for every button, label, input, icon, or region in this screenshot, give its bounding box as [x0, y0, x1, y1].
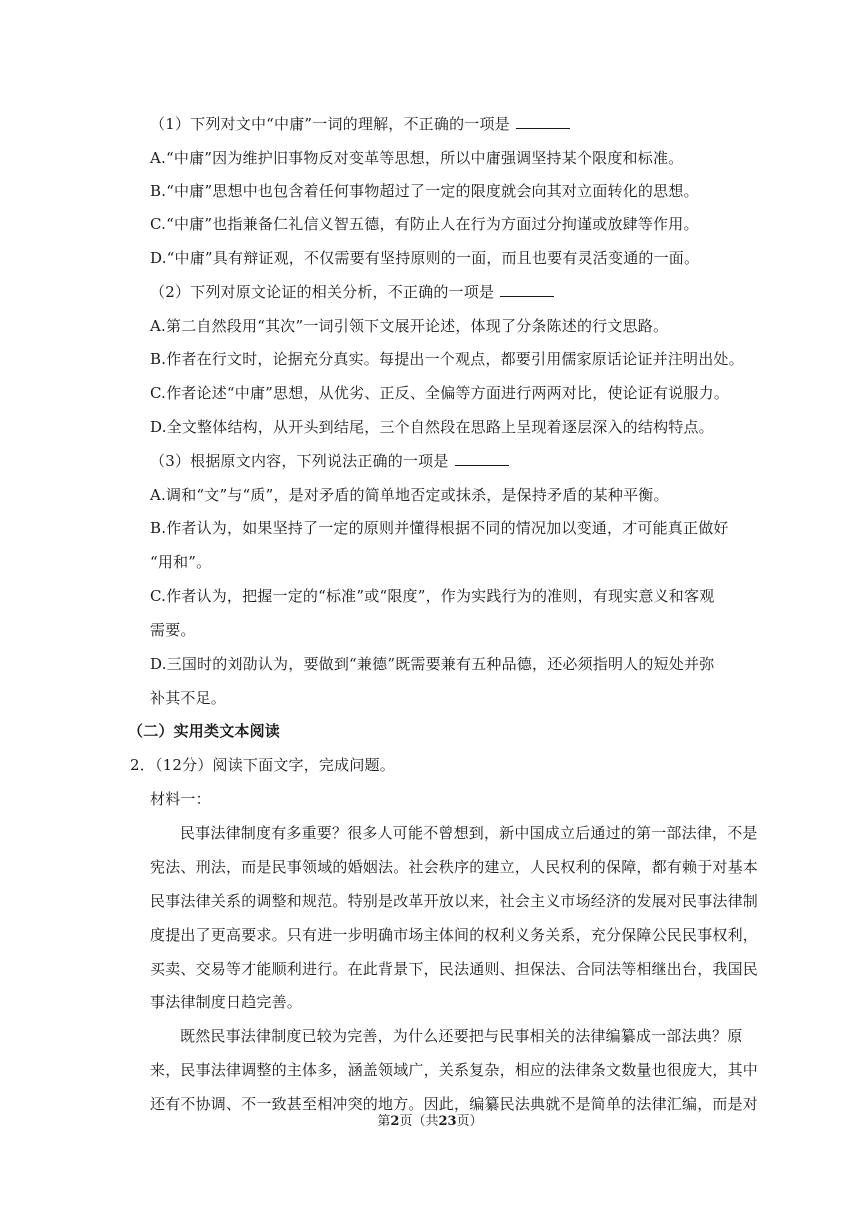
question-3-option-b-line2: “用和”。: [150, 553, 212, 571]
paragraph-2-line: 还有不协调、不一致甚至相冲突的地方。因此，编纂民法典就不是简单的法律汇编，而是对: [150, 1095, 759, 1113]
question-1-stem: [150, 114, 570, 134]
section-title: （二）实用类文本阅读: [128, 722, 281, 740]
question-3-stem: [150, 451, 509, 471]
question-3-option-d-line2: 补其不足。: [150, 689, 227, 707]
footer-text: 页（共: [399, 1114, 439, 1129]
question-1-stem-text: （1）下列对文中“中庸”一词的理解，不正确的一项是: [150, 115, 510, 133]
footer-page-number: 2: [390, 1114, 400, 1129]
question-1-option-a: A.“中庸”因为维护旧事物反对变革等思想，所以中庸强调坚持某个限度和标准。: [150, 149, 684, 167]
question-3-option-c-line1: C.作者认为，把握一定的“标准”或“限度”，作为实践行为的准则，有现实意义和客观: [150, 587, 715, 605]
question-3-option-c-line2: 需要。: [150, 621, 196, 639]
question-1-option-c: C.“中庸”也指兼备仁礼信义智五德，有防止人在行为方面过分拘谨或放肆等作用。: [150, 215, 699, 233]
footer-text: 页）: [456, 1114, 483, 1129]
question-3-option-d-line1: D.三国时的刘劭认为，要做到“兼德”既需要兼有五种品德，还必须指明人的短处并弥: [150, 655, 715, 673]
footer-text: 第: [377, 1114, 391, 1129]
paragraph-1-line: 买卖、交易等才能顺利进行。在此背景下，民法通则、担保法、合同法等相继出台，我国民: [150, 960, 759, 978]
paragraph-2-line: 来，民事法律调整的主体多，涵盖领域广，关系复杂，相应的法律条文数量也很庞大，其中: [150, 1061, 759, 1079]
paragraph-2-line: 既然民事法律制度已较为完善，为什么还要把与民事相关的法律编纂成一部法典？原: [180, 1027, 743, 1045]
question-3-option-b-line1: B.作者认为，如果坚持了一定的原则并懂得根据不同的情况加以变通，才可能真正做好: [150, 519, 729, 537]
answer-blank: [516, 114, 570, 129]
paragraph-1-line: 事法律制度日趋完善。: [150, 993, 303, 1011]
paragraph-1-line: 民事法律关系的调整和规范。特别是改革开放以来，社会主义市场经济的发展对民事法律制: [150, 892, 759, 910]
question-2-stem-text: （2）下列对原文论证的相关分析，不正确的一项是: [150, 283, 495, 301]
page-footer: [0, 1113, 860, 1131]
answer-blank: [455, 451, 509, 466]
paragraph-1-line: 民事法律制度有多重要？很多人可能不曾想到，新中国成立后通过的第一部法律，不是: [180, 824, 758, 842]
question-3-option-a: A.调和“文”与“质”，是对矛盾的简单地否定或抹杀，是保持矛盾的某种平衡。: [150, 486, 669, 504]
question-1-option-b: B.“中庸”思想中也包含着任何事物超过了一定的限度就会向其对立面转化的思想。: [150, 182, 699, 200]
paragraph-1-line: 度提出了更高要求。只有进一步明确市场主体间的权利义务关系，充分保障公民民事权利，: [150, 926, 759, 944]
question-2-option-c: C.作者论述“中庸”思想，从优劣、正反、全偏等方面进行两两对比，使论证有说服力。: [150, 384, 730, 402]
question-2-option-a: A.第二自然段用“其次”一词引领下文展开论述，体现了分条陈述的行文思路。: [150, 317, 669, 335]
question-3-stem-text: （3）根据原文内容，下列说法正确的一项是: [150, 452, 449, 470]
question-2-stem: [150, 282, 554, 302]
material-label: 材料一：: [150, 790, 211, 808]
footer-total-pages: 23: [438, 1114, 457, 1129]
question-2-header: 2．（12分）阅读下面文字，完成问题。: [130, 756, 395, 774]
answer-blank: [500, 282, 554, 297]
paragraph-1-line: 宪法、刑法，而是民事领域的婚姻法。社会秩序的建立，人民权利的保障，都有赖于对基本: [150, 858, 759, 876]
question-2-option-d: D.全文整体结构，从开头到结尾，三个自然段在思路上呈现着逐层深入的结构特点。: [150, 418, 714, 436]
question-1-option-d: D.“中庸”具有辩证观，不仅需要有坚持原则的一面，而且也要有灵活变通的一面。: [150, 249, 700, 267]
question-2-option-b: B.作者在行文时，论据充分真实。每提出一个观点，都要引用儒家原话论证并注明出处。: [150, 350, 744, 368]
